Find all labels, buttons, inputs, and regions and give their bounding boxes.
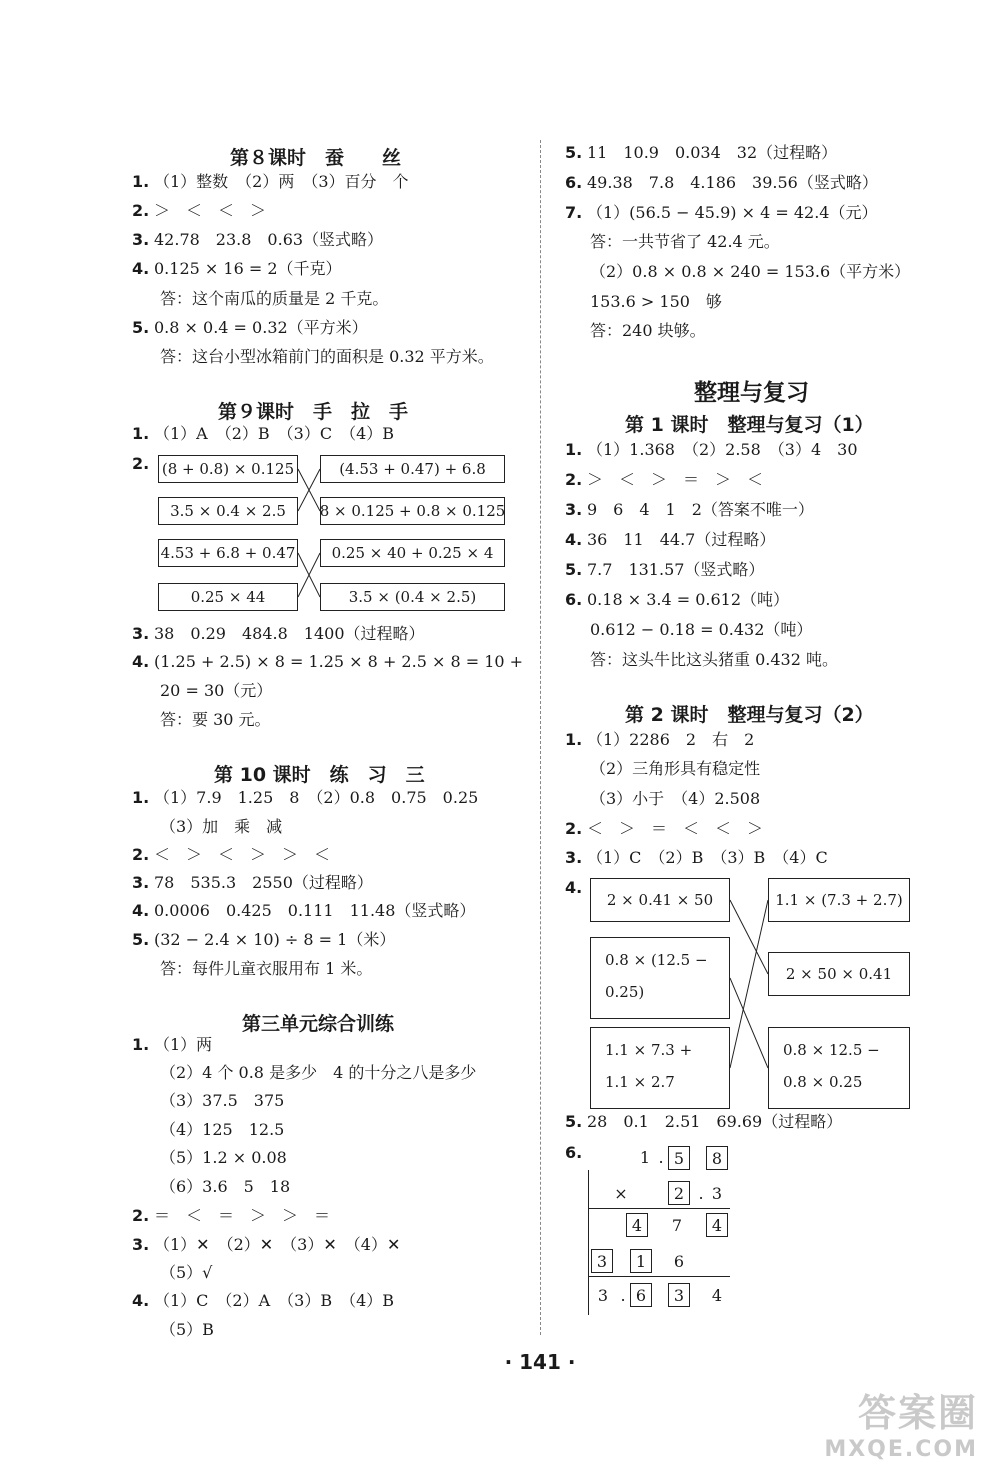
rule-line: [588, 1208, 730, 1209]
digit-box: 8: [706, 1146, 728, 1170]
answer-line: 2. ＝ ＜ ＝ ＞ ＞ ＝: [132, 1206, 331, 1225]
digit-box: 4: [706, 1213, 728, 1237]
answer-line: 5. 7.7 131.57（竖式略）: [565, 560, 765, 579]
answer-line: 5. 0.8 × 0.4 = 0.32（平方米）: [132, 318, 368, 337]
digit-box: 4: [626, 1213, 648, 1237]
answer-line: 1. （1）整数 （2）两 （3）百分 个: [132, 172, 409, 191]
answer-line: 6. 49.38 7.8 4.186 39.56（竖式略）: [565, 173, 878, 192]
answer-text: 答：240 块够。: [590, 321, 706, 340]
answer-text: （2）4 个 0.8 是多少 4 的十分之八是多少: [160, 1063, 477, 1082]
answer-line: 3. 38 0.29 484.8 1400（过程略）: [132, 624, 425, 643]
answer-line: 1. （1）A （2）B （3）C （4）B: [132, 424, 395, 443]
rule-line: [588, 1276, 730, 1277]
answer-text: （6）3.6 5 18: [160, 1177, 291, 1196]
answer-text: （4）125 12.5: [160, 1120, 285, 1139]
answer-line: 4. (1.25 + 2.5) × 8 = 1.25 × 8 + 2.5 × 8 = 10 +: [132, 652, 524, 671]
answer-line: 3. 42.78 23.8 0.63（竖式略）: [132, 230, 384, 249]
answer-line: 2. ＜ ＞ ＝ ＜ ＜ ＞: [565, 819, 764, 838]
answer-text: （5）1.2 × 0.08: [160, 1148, 287, 1167]
answer-line: 4.: [565, 878, 583, 897]
answer-line: 4. 36 11 44.7（过程略）: [565, 530, 776, 549]
matching-lines: [298, 455, 320, 615]
expression-box: 8 × 0.125 + 0.8 × 0.125: [320, 497, 505, 525]
answer-line: 4. 0.0006 0.425 0.111 11.48（竖式略）: [132, 901, 476, 920]
answer-text: （3）加 乘 减: [160, 817, 283, 836]
answer-line: 1. （1）1.368 （2）2.58 （3）4 30: [565, 440, 858, 459]
answer-line: 5. 11 10.9 0.034 32（过程略）: [565, 143, 838, 162]
answer-text: 153.6 > 150 够: [590, 292, 722, 311]
answer-line: 2. ＞ ＜ ＞ ＝ ＞ ＜: [565, 470, 764, 489]
expression-box: 0.8 × 12.5 − 0.8 × 0.25: [768, 1027, 910, 1109]
expression-box: (4.53 + 0.47) + 6.8: [320, 455, 505, 483]
digit: 3: [597, 1286, 609, 1305]
expression-box: 1.1 × (7.3 + 2.7): [768, 878, 910, 922]
expression-box: (8 + 0.8) × 0.125: [158, 455, 298, 483]
digit: 6: [673, 1252, 685, 1271]
answer-line: 5. 28 0.1 2.51 69.69（过程略）: [565, 1112, 843, 1131]
answer-line: 5. (32 − 2.4 × 10) ÷ 8 = 1（米）: [132, 930, 396, 949]
answer-text: 0.612 − 0.18 = 0.432（吨）: [590, 620, 813, 639]
expression-box: 0.8 × (12.5 − 0.25): [590, 937, 730, 1019]
answer-line: 1. （1）2286 2 右 2: [565, 730, 755, 749]
digit-box: 3: [591, 1249, 613, 1273]
digit: .: [698, 1184, 704, 1203]
answer-text: （2）三角形具有稳定性: [590, 759, 761, 778]
section-title: 第９课时 手 拉 手: [218, 401, 409, 423]
answer-text: （5）B: [160, 1320, 214, 1339]
matching-lines: [730, 878, 768, 1110]
multiplication-frame: [588, 1170, 589, 1315]
answer-text: 答：要 30 元。: [160, 710, 271, 729]
expression-box: 2 × 50 × 0.41: [768, 952, 910, 996]
expression-box: 1.1 × 7.3 + 1.1 × 2.7: [590, 1027, 730, 1109]
answer-text: 答：一共节省了 42.4 元。: [590, 232, 780, 251]
answer-text: 20 = 30（元）: [160, 681, 273, 700]
section-title: 第 2 课时 整理与复习（2）: [625, 704, 874, 726]
multiply-sign: ×: [614, 1184, 628, 1203]
answer-text: （3）37.5 375: [160, 1091, 285, 1110]
digit-box: 3: [668, 1283, 690, 1307]
answer-line: 4. 0.125 × 16 = 2（千克）: [132, 259, 342, 278]
answer-line: 4. （1）C （2）A （3）B （4）B: [132, 1291, 395, 1310]
section-title: 第三单元综合训练: [242, 1013, 395, 1035]
answer-text: （5）√: [160, 1263, 213, 1282]
digit: 7: [671, 1216, 683, 1235]
answer-line: 3. 78 535.3 2550（过程略）: [132, 873, 373, 892]
expression-box: 2 × 0.41 × 50: [590, 878, 730, 922]
expression-box: 4.53 + 6.8 + 0.47: [158, 539, 298, 567]
digit-box: 1: [630, 1249, 652, 1273]
answer-line: 7. （1）(56.5 − 45.9) × 4 = 42.4（元）: [565, 203, 878, 222]
answer-line: 2.: [132, 454, 150, 473]
digit: 1: [639, 1148, 651, 1167]
section-title: 第８课时 蚕 丝: [230, 147, 402, 169]
answer-line: 1. （1）两: [132, 1035, 213, 1054]
column-divider: [540, 140, 541, 1335]
answer-text: （2）0.8 × 0.8 × 240 = 153.6（平方米）: [590, 262, 911, 281]
expression-box: 0.25 × 44: [158, 583, 298, 611]
answer-text: 答：这个南瓜的质量是 2 千克。: [160, 289, 389, 308]
answer-line: 3. 9 6 4 1 2（答案不唯一）: [565, 500, 814, 519]
expression-box: 3.5 × 0.4 × 2.5: [158, 497, 298, 525]
answer-text: 答：这头牛比这头猪重 0.432 吨。: [590, 650, 838, 669]
answer-line: 2. ＞ ＜ ＜ ＞: [132, 201, 267, 220]
digit: 3: [711, 1184, 723, 1203]
digit: .: [658, 1148, 664, 1167]
answer-line: 3. （1）C （2）B （3）B （4）C: [565, 848, 828, 867]
digit-box: 6: [630, 1283, 652, 1307]
answer-line: 3. （1）✕ （2）✕ （3）✕ （4）✕: [132, 1235, 401, 1254]
answer-line: 1. （1）7.9 1.25 8 （2）0.8 0.75 0.25: [132, 788, 479, 807]
digit-box: 2: [668, 1181, 690, 1205]
digit: 4: [711, 1286, 723, 1305]
section-title: 第 1 课时 整理与复习（1）: [625, 414, 874, 436]
answer-text: （3）小于 （4）2.508: [590, 789, 761, 808]
digit: .: [620, 1286, 626, 1305]
answer-text: 答：每件儿童衣服用布 1 米。: [160, 959, 373, 978]
digit-box: 5: [668, 1146, 690, 1170]
section-title: 第 10 课时 练 习 三: [214, 764, 425, 786]
expression-box: 0.25 × 40 + 0.25 × 4: [320, 539, 505, 567]
answer-line: 6.: [565, 1143, 583, 1162]
expression-box: 3.5 × (0.4 × 2.5): [320, 583, 505, 611]
answer-line: 2. ＜ ＞ ＜ ＞ ＞ ＜: [132, 845, 331, 864]
watermark: 答案圈 MXQE.COM: [824, 1391, 978, 1462]
answer-line: 6. 0.18 × 3.4 = 0.612（吨）: [565, 590, 790, 609]
page-number: · 141 ·: [504, 1350, 576, 1374]
chapter-title: 整理与复习: [694, 380, 809, 406]
answer-text: 答：这台小型冰箱前门的面积是 0.32 平方米。: [160, 347, 494, 366]
